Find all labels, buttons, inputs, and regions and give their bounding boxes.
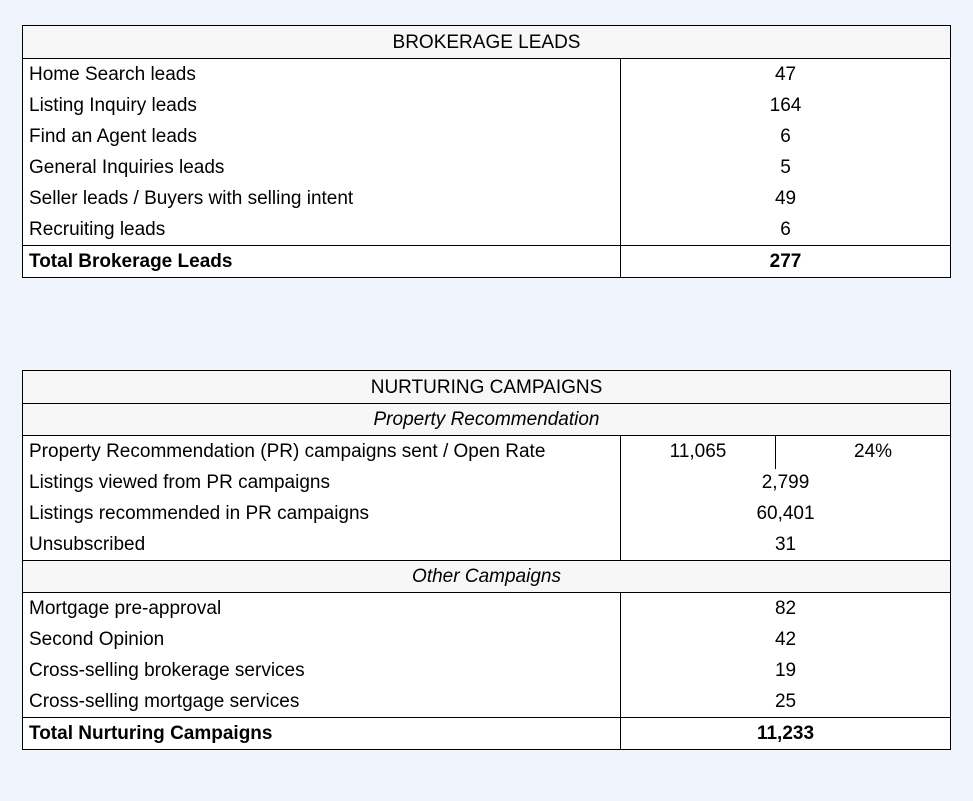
- table-row: [23, 59, 951, 91]
- row-label: Home Search leads: [23, 59, 621, 91]
- row-value: 82: [621, 593, 951, 625]
- total-brokerage-value: 277: [621, 246, 951, 278]
- row-label: General Inquiries leads: [23, 152, 621, 183]
- table-header-row: [23, 26, 951, 59]
- table-row: [23, 593, 951, 625]
- row-label: Unsubscribed: [23, 529, 621, 561]
- row-label: Mortgage pre-approval: [23, 593, 621, 625]
- brokerage-leads-table: [22, 25, 951, 278]
- table-row: [23, 655, 951, 686]
- table-row: [23, 436, 951, 468]
- section-header-row: [23, 404, 951, 436]
- row-label: Cross-selling mortgage services: [23, 686, 621, 718]
- row-value: 6: [621, 121, 951, 152]
- pr-split-cell: [621, 436, 951, 468]
- row-label: Cross-selling brokerage services: [23, 655, 621, 686]
- row-label: Second Opinion: [23, 624, 621, 655]
- row-value: 164: [621, 90, 951, 121]
- table-row: [23, 498, 951, 529]
- row-value: 2,799: [621, 467, 951, 498]
- row-value: 19: [621, 655, 951, 686]
- nurturing-campaigns-table: [22, 370, 951, 750]
- row-label: Find an Agent leads: [23, 121, 621, 152]
- table-row: [23, 624, 951, 655]
- pr-campaigns-sent-value: 11,065: [621, 435, 776, 469]
- row-value: 42: [621, 624, 951, 655]
- row-value: 31: [621, 529, 951, 561]
- row-value: 49: [621, 183, 951, 214]
- row-label: Property Recommendation (PR) campaigns sent / Open Rate: [23, 436, 621, 468]
- table-row: [23, 467, 951, 498]
- row-value: 47: [621, 59, 951, 91]
- section-header-row: [23, 561, 951, 593]
- table-row: [23, 686, 951, 718]
- row-value: 6: [621, 214, 951, 246]
- row-value: 5: [621, 152, 951, 183]
- row-value: 25: [621, 686, 951, 718]
- total-row: [23, 718, 951, 750]
- row-value: 60,401: [621, 498, 951, 529]
- table-row: [23, 121, 951, 152]
- table-header-row: [23, 371, 951, 404]
- row-label: Listings viewed from PR campaigns: [23, 467, 621, 498]
- table-row: [23, 529, 951, 561]
- total-brokerage-label: Total Brokerage Leads: [23, 246, 621, 278]
- row-label: Recruiting leads: [23, 214, 621, 246]
- property-recommendation-section-title: Property Recommendation: [23, 404, 951, 436]
- brokerage-leads-title: BROKERAGE LEADS: [23, 26, 951, 59]
- total-nurturing-value: 11,233: [621, 718, 951, 750]
- table-row: [23, 90, 951, 121]
- table-row: [23, 152, 951, 183]
- nurturing-campaigns-title: NURTURING CAMPAIGNS: [23, 371, 951, 404]
- table-row: [23, 214, 951, 246]
- row-label: Seller leads / Buyers with selling intent: [23, 183, 621, 214]
- row-label: Listing Inquiry leads: [23, 90, 621, 121]
- pr-open-rate-value: 24%: [854, 441, 893, 462]
- total-row: [23, 246, 951, 278]
- row-label: Listings recommended in PR campaigns: [23, 498, 621, 529]
- other-campaigns-section-title: Other Campaigns: [23, 561, 951, 593]
- total-nurturing-label: Total Nurturing Campaigns: [23, 718, 621, 750]
- table-row: [23, 183, 951, 214]
